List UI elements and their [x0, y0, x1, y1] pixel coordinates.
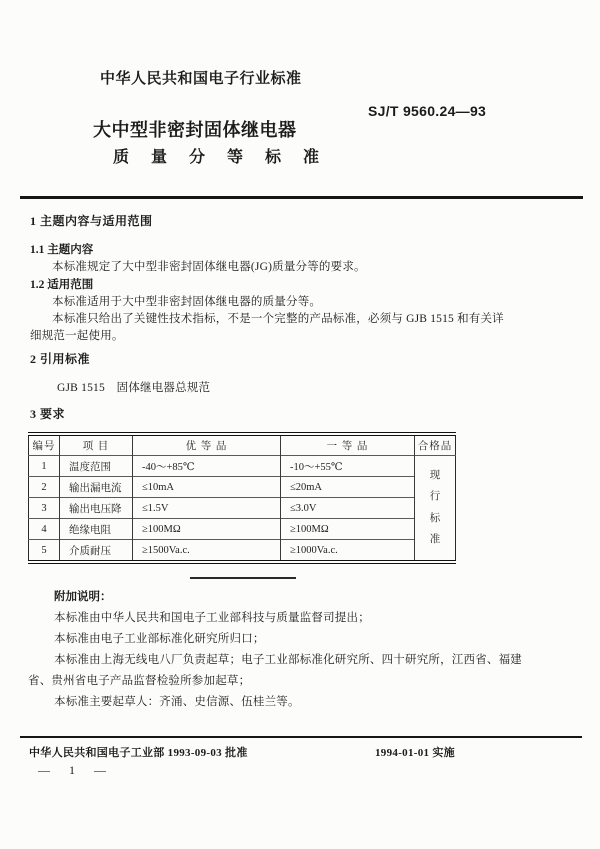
standard-org-line: 中华人民共和国电子行业标准	[100, 71, 302, 87]
premium-grade-value: ≤1.5V	[133, 498, 281, 519]
table-row	[29, 456, 456, 477]
appendix-line: 本标准由上海无线电八厂负责起草；电子工业部标准化研究所、四十研究所，江西省、福建	[54, 654, 522, 666]
section-1-1-heading: 1.1 主题内容	[30, 244, 94, 256]
row-number: 2	[29, 477, 60, 498]
first-grade-value: ≤20mA	[281, 477, 415, 498]
table-header-row	[29, 434, 456, 456]
row-number: 4	[29, 519, 60, 540]
first-grade-value: ≤3.0V	[281, 498, 415, 519]
col-header-number: 编号	[32, 441, 56, 452]
table-row	[29, 498, 456, 519]
col-header-first-grade: 一 等 品	[281, 434, 415, 456]
section-1-2-heading: 1.2 适用范围	[30, 279, 94, 291]
section-1-heading: 1 主题内容与适用范围	[30, 214, 153, 228]
premium-grade-value: ≥100MΩ	[133, 519, 281, 540]
first-grade-value: ≥1000Va.c.	[281, 540, 415, 563]
section-1-1-body: 本标准规定了大中型非密封固体继电器(JG)质量分等的要求。	[52, 261, 366, 273]
row-number: 3	[29, 498, 60, 519]
premium-grade-value: ≤10mA	[133, 477, 281, 498]
appendix-heading: 附加说明：	[54, 591, 112, 603]
section-1-2-note-line1: 本标准只给出了关键性技术指标，不是一个完整的产品标准，必须与 GJB 1515 和有关详	[52, 313, 504, 325]
row-item: 温度范围	[60, 456, 133, 477]
appendix-line: 本标准由中华人民共和国电子工业部科技与质量监督司提出；	[54, 612, 370, 624]
implementation-date: 1994-01-01 实施	[375, 747, 455, 759]
row-number: 1	[29, 456, 60, 477]
section-1-2-body: 本标准适用于大中型非密封固体继电器的质量分等。	[52, 296, 322, 308]
page-number: — 1 —	[38, 763, 108, 777]
premium-grade-value: ≥1500Va.c.	[133, 540, 281, 563]
document-title-line1: 大中型非密封固体继电器	[93, 120, 297, 140]
appendix-divider	[190, 577, 296, 579]
row-number: 5	[29, 540, 60, 563]
qualified-grade-note	[415, 456, 456, 563]
row-item: 输出漏电流	[60, 477, 133, 498]
header-rule	[20, 196, 583, 199]
col-header-item: 项 目	[60, 434, 133, 456]
standard-number: SJ/T 9560.24—93	[368, 103, 487, 119]
section-1-2-note-line2: 细规范一起使用。	[30, 330, 124, 342]
row-item: 介质耐压	[60, 540, 133, 563]
table-row	[29, 519, 456, 540]
premium-grade-value: -40～+85℃	[133, 456, 281, 477]
first-grade-value: ≥100MΩ	[281, 519, 415, 540]
approval-line: 中华人民共和国电子工业部 1993-09-03 批准	[29, 747, 248, 759]
referenced-standard: GJB 1515 固体继电器总规范	[57, 382, 211, 394]
row-item: 输出电压降	[60, 498, 133, 519]
section-3-heading: 3 要求	[30, 407, 66, 421]
document-title-line2: 质 量 分 等 标 准	[113, 149, 329, 166]
appendix-line: 本标准主要起草人：齐涌、史信源、伍桂兰等。	[54, 696, 300, 708]
appendix-line: 省、贵州省电子产品监督检验所参加起草；	[28, 675, 251, 687]
col-header-qualified-grade: 合格品	[415, 434, 456, 456]
section-2-heading: 2 引用标准	[30, 352, 91, 366]
table-row	[29, 540, 456, 563]
row-item: 绝缘电阻	[60, 519, 133, 540]
col-header-premium-grade: 优 等 品	[133, 434, 281, 456]
table-row	[29, 477, 456, 498]
requirements-table	[28, 432, 456, 564]
footer-rule	[20, 736, 582, 738]
appendix-line: 本标准由电子工业部标准化研究所归口；	[54, 633, 265, 645]
first-grade-value: -10～+55℃	[281, 456, 415, 477]
vertical-note: 现 行 标 准	[429, 469, 441, 545]
